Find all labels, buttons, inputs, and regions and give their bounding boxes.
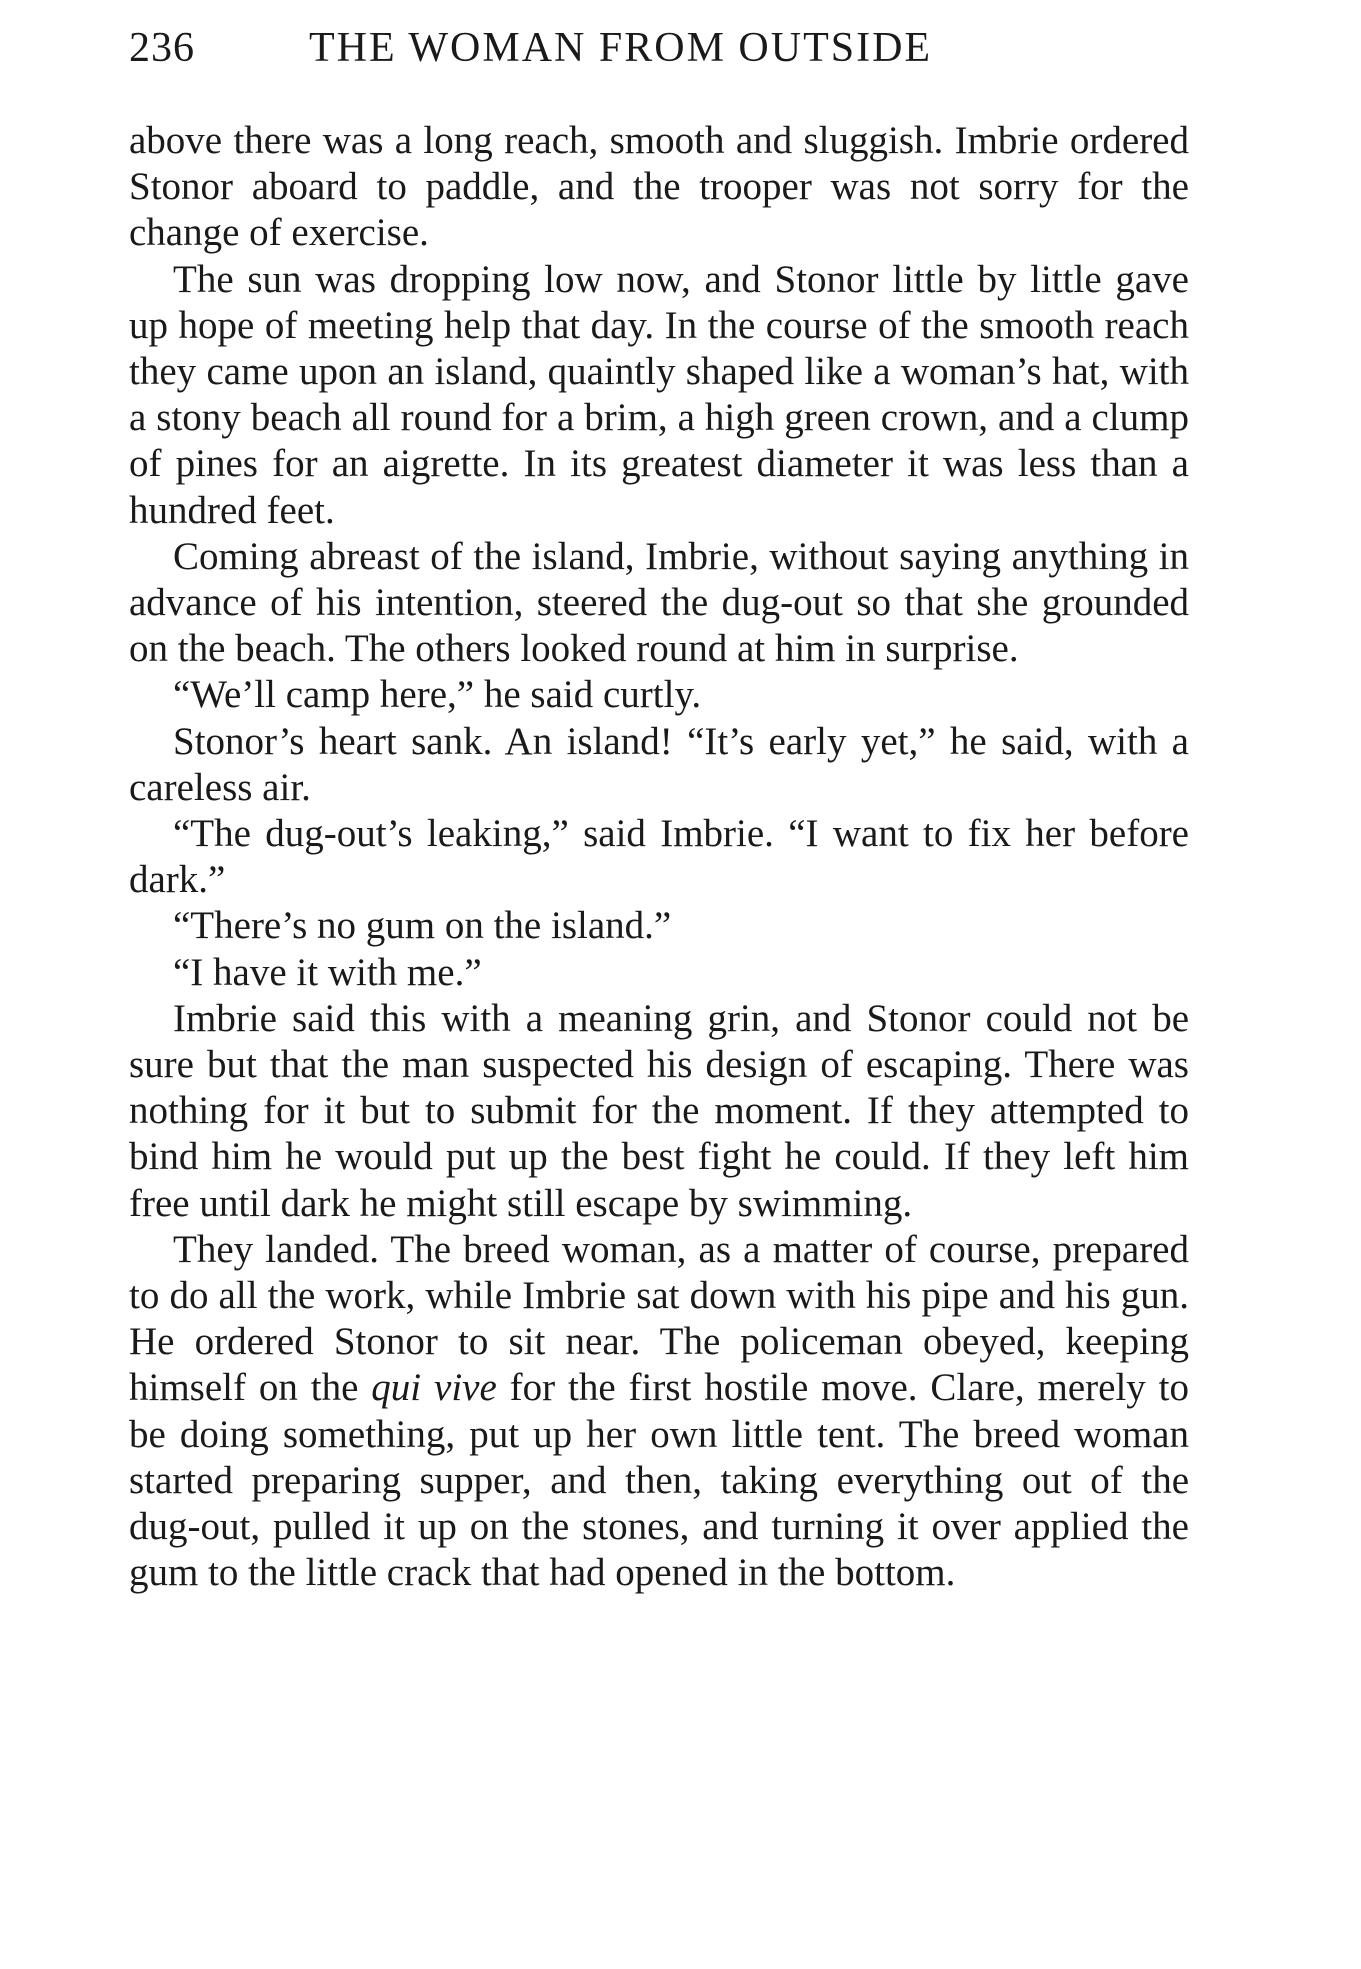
- body-text: [129, 118, 1189, 1597]
- running-title: THE WOMAN FROM OUTSIDE: [309, 25, 933, 71]
- italic-phrase: qui vive: [371, 1366, 497, 1410]
- paragraph-10-part-a: They landed. The breed woman, as a matter of course, prepared to do all the work, while Imbrie sat down with his pipe and his gun. He ordered Stonor to sit near. The policeman obeyed, keeping himself on the: [129, 1227, 1189, 1410]
- paragraph-5: Stonor’s heart sank. An island! “It’s early yet,” he said, with a careless air.: [129, 719, 1189, 809]
- running-head: [129, 20, 1189, 90]
- paragraph-6: “The dug-out’s leaking,” said Imbrie. “I want to fix her before dark.”: [129, 812, 1189, 902]
- paragraph-8: “I have it with me.”: [173, 950, 482, 994]
- page-number: 236: [129, 25, 195, 71]
- paragraph-10-part-b: for the first hostile move. Clare, merely to be doing something, put up her own little tent. The breed woman started preparing supper, and then, taking everything out of the dug-out, pulled it up on the stones, and turning it over applied the gum to the little crack that had opened in the bottom.: [129, 1366, 1190, 1595]
- paragraph-3: Coming abreast of the island, Imbrie, without saying anything in advance of his intention, steered the dug-out so that she grounded on the beach. The others looked round at him in surprise.: [129, 534, 1189, 671]
- paragraph-2: The sun was dropping low now, and Stonor little by little gave up hope of meeting help that day. In the course of the smooth reach they came upon an island, quaintly shaped like a woman’s hat, with a stony beach all round for a brim, a high green crown, and a clump of pines for an aigrette. In its greatest diameter it was less than a hundred feet.: [129, 257, 1189, 532]
- paragraph-1: above there was a long reach, smooth and sluggish. Imbrie ordered Stonor aboard to paddle, and the trooper was not sorry for the change of exercise.: [129, 119, 1189, 255]
- paragraph-9: Imbrie said this with a meaning grin, and Stonor could not be sure but that the man suspected his design of escaping. There was nothing for it but to submit for the moment. If they attempted to bind him he would put up the best fight he could. If they left him free until dark he might still escape by swimming.: [129, 996, 1189, 1225]
- paragraph-4: “We’ll camp here,” he said curtly.: [173, 673, 702, 717]
- paragraph-10: [129, 1227, 1189, 1597]
- paragraph-7: “There’s no gum on the island.”: [173, 904, 672, 948]
